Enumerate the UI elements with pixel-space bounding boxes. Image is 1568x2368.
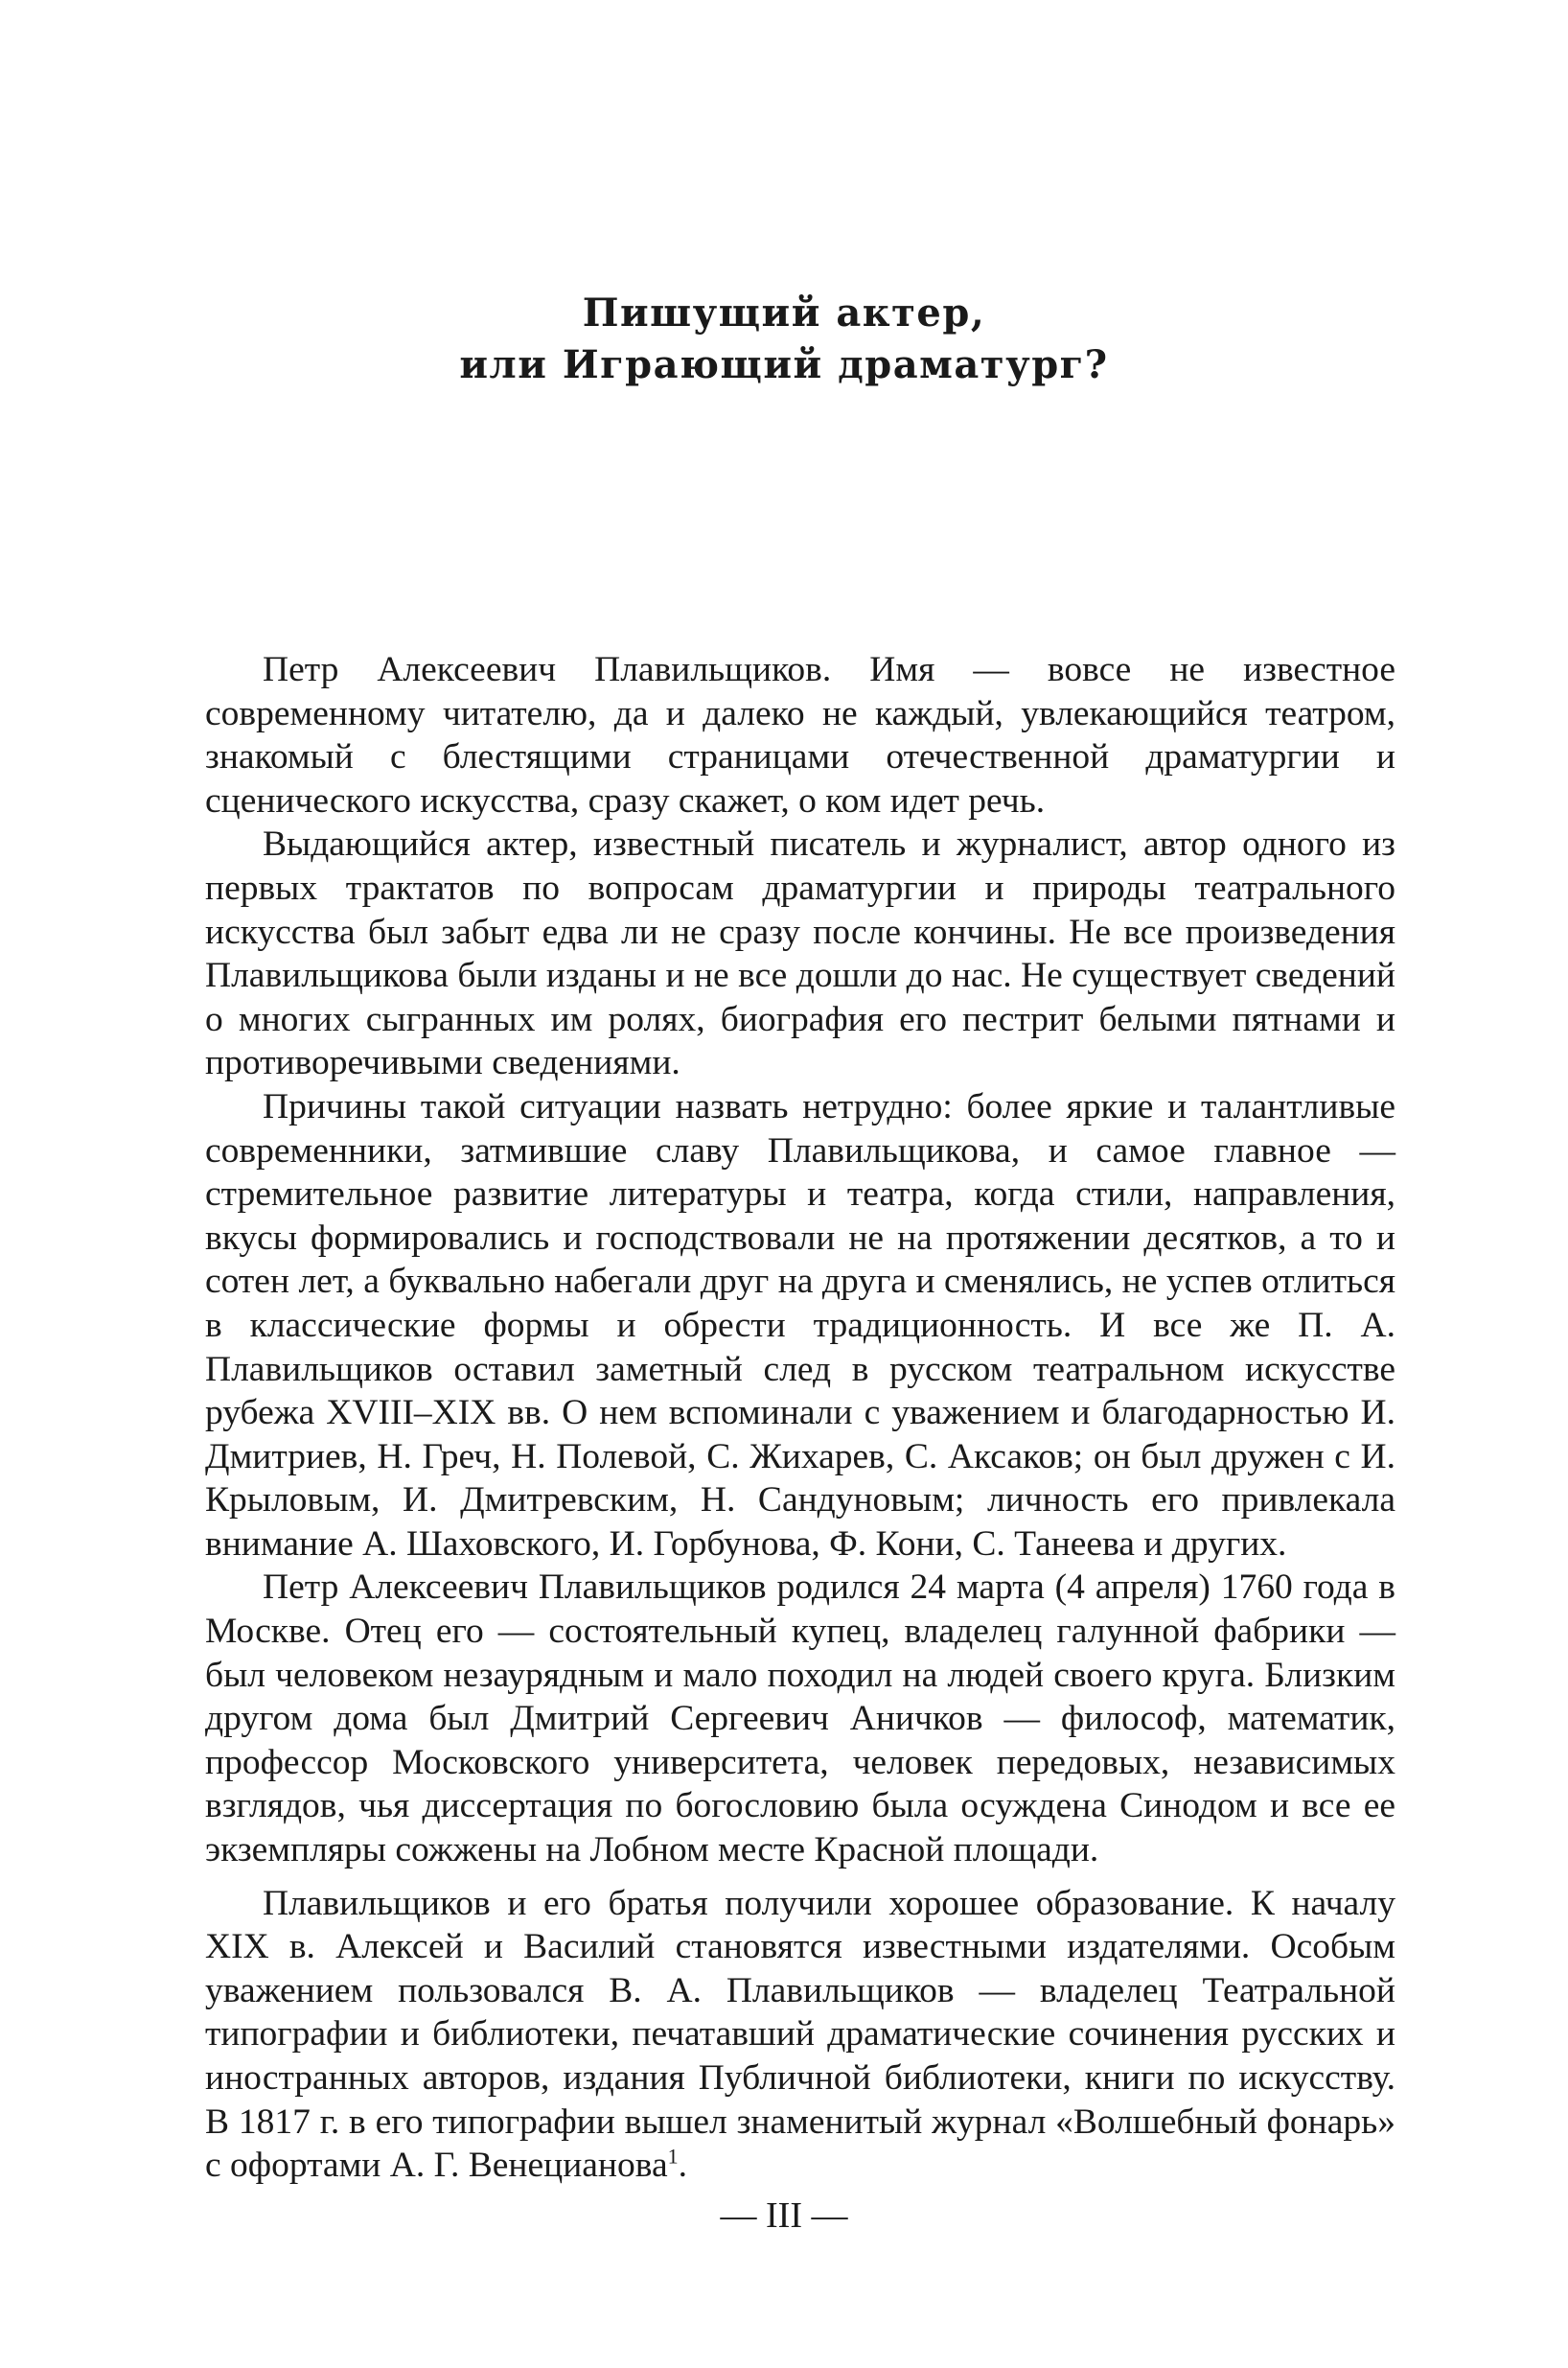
- body-text: [205, 648, 1395, 2188]
- paragraph-3: Причины такой ситуации назвать нетрудно: более яркие и талантливые современники, затмившие славу Плавильщикова, и самое главное — стремительное развитие литературы и театра, когда стили, направления, вкусы формировались и господствовали не на протяжении десятков, а то и сотен лет, а буквально набегали друг на друга и сменялись, не успев отлиться в классические формы и обрести традиционность. И все же П. А. Плавильщиков оставил заметный след в русском театральном искусстве рубежа XVIII–XIX вв. О нем вспоминали с уважением и благодарностью И. Дмитриев, Н. Греч, Н. Полевой, С. Жихарев, С. Аксаков; он был дружен с И. Крыловым, И. Дмитревским, Н. Сандуновым; личность его привлекала внимание А. Шаховского, И. Горбунова, Ф. Кони, С. Танеева и других.: [205, 1086, 1395, 1564]
- paragraph-5: [205, 1882, 1395, 2188]
- paragraph-5-end: .: [678, 2146, 687, 2186]
- footnote-marker[interactable]: 1: [667, 2144, 679, 2169]
- paragraph-4: Петр Алексеевич Плавильщиков родился 24 марта (4 апреля) 1760 года в Москве. Отец его — состоятельный купец, владелец галунной фабрики — был человеком незаурядным и мало походил на людей своего круга. Близким другом дома был Дмитрий Сергеевич Аничков — философ, математик, профессор Московского университета, человек передовых, независимых взглядов, чья диссертация по богословию была осуждена Синодом и все ее экземпляры сожжены на Лобном месте Красной площади.: [205, 1567, 1395, 1870]
- chapter-title-line-1: Пишущий актер,: [582, 290, 986, 336]
- chapter-title: [0, 288, 1568, 391]
- paragraph-1: Петр Алексеевич Плавильщиков. Имя — вовсе не известное современному читателю, да и далеко не каждый, увлекающийся театром, знакомый с блестящими страницами отечественной драматургии и сценического искусства, сразу скажет, о ком идет речь.: [205, 650, 1395, 821]
- paragraph-2: Выдающийся актер, известный писатель и журналист, автор одного из первых трактатов по вопросам драматургии и природы театрального искусства был забыт едва ли не сразу после кончины. Не все произведения Плавильщикова были изданы и не все дошли до нас. Не существует сведений о многих сыгранных им ролях, биография его пестрит белыми пятнами и противоречивыми сведениями.: [205, 824, 1395, 1083]
- page-number: — III —: [720, 2195, 848, 2236]
- chapter-title-line-2: или Играющий драматург?: [459, 342, 1109, 387]
- paragraph-5-text: Плавильщиков и его братья получили хорошее образование. К началу XIX в. Алексей и Василий становятся известными издателями. Особым уважением пользовался В. А. Плавильщиков — владелец Театральной типографии и библиотеки, печатавший драматические сочинения русских и иностранных авторов, издания Публичной библиотеки, книги по искусству. В 1817 г. в его типографии вышел знаменитый журнал «Волшебный фонарь» с офортами А. Г. Венецианова: [205, 1883, 1395, 2186]
